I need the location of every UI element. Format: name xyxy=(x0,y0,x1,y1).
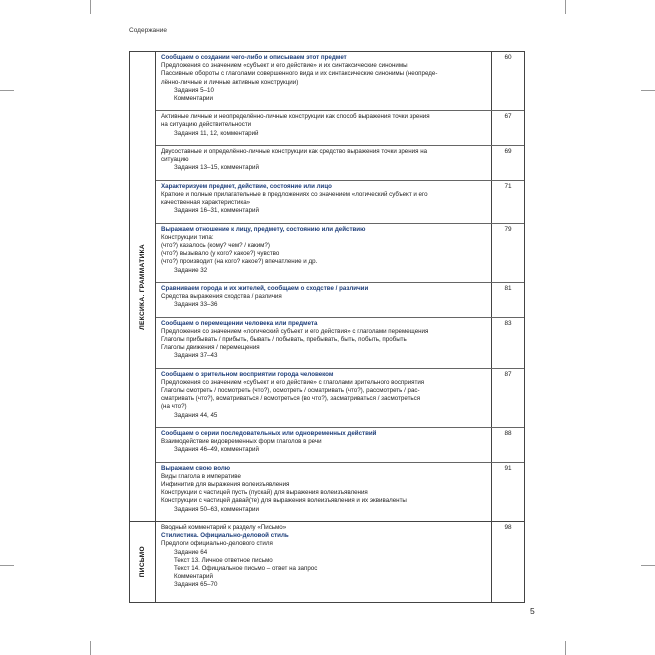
entry-line: Глаголы прибывать / прибыть, бывать / побывать, пребывать, быть, побыть, пробыть xyxy=(161,336,407,343)
entry-text xyxy=(156,181,491,223)
entry-line: Задания 13–15, комментарий xyxy=(174,164,259,172)
toc-entry xyxy=(156,427,524,462)
entry-line: Конструкции типа: xyxy=(161,233,214,241)
entry-page-number: 98 xyxy=(491,522,524,602)
entry-line: Комментарии xyxy=(174,94,213,102)
crop-mark xyxy=(90,641,91,655)
entry-line: Активные личные и неопределённо-личные конструкции как способ выражения точки зрения xyxy=(161,113,430,121)
section-label-cell xyxy=(130,52,156,521)
toc-entry xyxy=(156,180,524,223)
entry-title: Сравниваем города и их жителей, сообщаем о сходстве / различии xyxy=(161,284,369,292)
crop-mark xyxy=(641,565,655,566)
entry-text xyxy=(156,428,491,462)
entry-text xyxy=(156,146,491,180)
entry-page-number: 83 xyxy=(491,318,524,368)
entry-line: Текст 13. Личное ответное письмо xyxy=(174,556,273,564)
entry-line: Глаголы движения / перемещения xyxy=(161,344,260,352)
entry-title: Характеризуем предмет, действие, состояние или лицо xyxy=(161,182,332,190)
entry-title: Сообщаем о создании чего-либо и описываем этот предмет xyxy=(161,54,347,61)
entry-title: Сообщаем о серии последовательных или одновременных действий xyxy=(161,430,377,437)
crop-mark xyxy=(0,565,14,566)
entry-line: (что?) вызывало (у кого? какое?) чувство xyxy=(161,250,280,258)
entry-line: качественная характеристика» xyxy=(161,199,251,207)
entry-text xyxy=(156,283,491,317)
entry-text xyxy=(156,463,491,521)
toc-entry xyxy=(156,223,524,282)
crop-mark xyxy=(565,0,566,14)
entry-text xyxy=(156,111,491,145)
entry-title: Выражаем отношение к лицу, предмету, состоянию или действию xyxy=(161,225,366,233)
entry-text xyxy=(156,522,491,602)
entry-page-number: 67 xyxy=(491,111,524,145)
entry-line: Конструкции с частицей давай(те) для выражения волеизъявления и их эквиваленты xyxy=(161,497,407,505)
entry-line: Задание 64 xyxy=(174,548,208,556)
entry-line: Предложения со значением «субъект и его действие» и их синтаксические синонимы xyxy=(161,62,408,70)
entry-line: Предлоги официально-делового стиля xyxy=(161,540,273,548)
crop-mark xyxy=(565,641,566,655)
section-label-cell xyxy=(130,522,156,602)
toc-entry xyxy=(156,522,524,602)
entry-page-number: 87 xyxy=(491,369,524,427)
entry-page-number: 88 xyxy=(491,428,524,462)
entry-line: Текст 14. Официальное письмо – ответ на запрос xyxy=(174,564,318,572)
entry-line: Взаимодействие видовременных форм глаголов в речи xyxy=(161,438,322,446)
entry-line: Задания 33–36 xyxy=(174,301,218,309)
entry-title: Сообщаем о перемещении человека или предмета xyxy=(161,319,318,327)
entry-line: Задания 11, 12, комментарий xyxy=(174,129,259,137)
toc-entry xyxy=(156,368,524,427)
entry-line: Задания 50–63, комментарии xyxy=(174,505,259,513)
entry-text xyxy=(156,369,491,427)
toc-entry xyxy=(156,282,524,317)
entry-line: Задание 32 xyxy=(174,266,208,274)
entry-line: (что?) казалось (кому? чем? / каким?) xyxy=(161,242,270,249)
entry-page-number: 79 xyxy=(491,224,524,282)
entry-line: Комментарий xyxy=(174,573,213,581)
toc-entry xyxy=(156,145,524,180)
entry-line: Виды глагола в императиве xyxy=(161,472,241,480)
entry-page-number: 60 xyxy=(491,52,524,110)
entry-text xyxy=(156,318,491,368)
entry-line: Задания 37–43 xyxy=(174,352,218,360)
entry-line: Средства выражения сходства / различия xyxy=(161,293,282,301)
toc-entry xyxy=(156,317,524,368)
entry-text xyxy=(156,52,491,110)
running-header: Содержание xyxy=(129,27,167,34)
toc-section xyxy=(130,521,524,602)
entry-line: Краткие и полные прилагательные в предложениях со значением «логический субъект и его xyxy=(161,190,428,198)
entry-line: Вводный комментарий к разделу «Письмо» xyxy=(161,524,287,531)
entry-line: лённо-личные и личные активные конструкции) xyxy=(161,78,299,86)
section-entries xyxy=(156,52,524,521)
section-entries xyxy=(156,522,524,602)
entry-line: Конструкции с частицей пусть (пускай) для выражения волеизъявления xyxy=(161,489,368,497)
crop-mark xyxy=(0,90,14,91)
table-of-contents xyxy=(129,51,525,603)
entry-line: Предложения со значением «субъект и его действие» с глаголами зрительного восприятия xyxy=(161,378,425,386)
entry-line: Двусоставные и определённо-личные конструкции как средство выражения точки зрения на xyxy=(161,148,428,155)
toc-entry xyxy=(156,462,524,521)
entry-line: Задания 5–10 xyxy=(174,86,214,94)
toc-entry xyxy=(156,110,524,145)
entry-line: Задания 16–31, комментарий xyxy=(174,207,259,215)
entry-line: Предложения со значением «логический субъект и его действия» с глаголами перемещения xyxy=(161,327,429,335)
entry-line: Пассивные обороты с глаголами совершенного вида и их синтаксические синонимы (неопреде- xyxy=(161,70,438,78)
entry-line: Инфинитив для выражения волеизъявления xyxy=(161,481,290,489)
entry-line: (что?) производит (на кого? какое?) впечатление и др. xyxy=(161,258,318,266)
entry-text xyxy=(156,224,491,282)
entry-line: на ситуацию действительности xyxy=(161,121,252,129)
toc-entry xyxy=(156,52,524,110)
entry-page-number: 91 xyxy=(491,463,524,521)
entry-line: сматривать (что?), всматриваться / всмотреться (во что?), засматриваться / засмотреться xyxy=(161,395,421,403)
entry-line: (на что?) xyxy=(161,403,187,411)
crop-mark xyxy=(90,0,91,14)
crop-mark xyxy=(641,90,655,91)
page-number: 5 xyxy=(530,606,535,616)
entry-page-number: 71 xyxy=(491,181,524,223)
section-label: ПИСЬМО xyxy=(139,546,146,578)
entry-title: Сообщаем о зрительном восприятии города человеком xyxy=(161,370,334,378)
entry-title: Стилистика. Официально-деловой стиль xyxy=(161,532,289,540)
entry-line: ситуацию xyxy=(161,156,189,164)
entry-page-number: 69 xyxy=(491,146,524,180)
entry-line: Задания 46–49, комментарий xyxy=(174,446,259,454)
toc-section xyxy=(130,52,524,521)
section-label: ЛЕКСИКА. ГРАММАТИКА xyxy=(139,243,146,330)
entry-line: Глаголы смотреть / посмотреть (что?), осмотреть / осматривать (что?), рассмотреть / рас- xyxy=(161,387,420,395)
entry-line: Задания 44, 45 xyxy=(174,411,218,419)
entry-line: Задания 65–70 xyxy=(174,581,218,589)
entry-title: Выражаем свою волю xyxy=(161,464,231,472)
entry-page-number: 81 xyxy=(491,283,524,317)
